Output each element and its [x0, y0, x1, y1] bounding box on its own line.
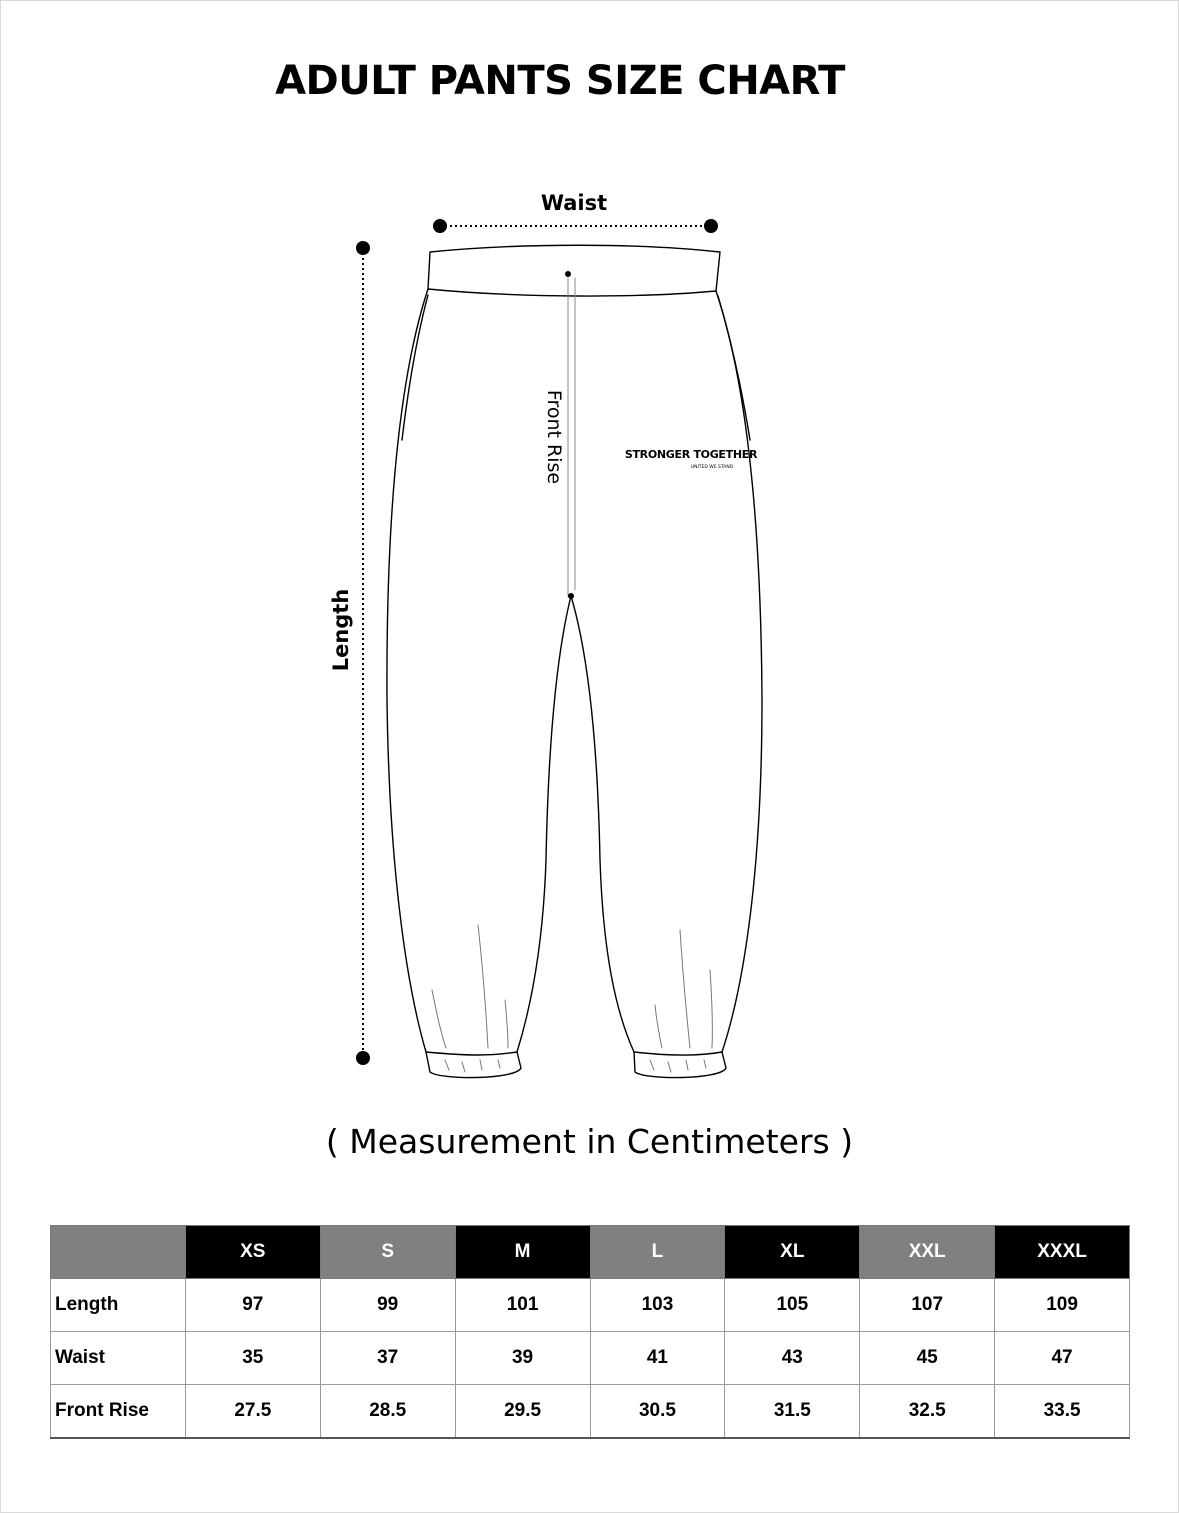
pants-outline: [387, 245, 762, 1077]
row-label-waist: Waist: [51, 1332, 186, 1385]
table-cell: 27.5: [185, 1385, 320, 1439]
table-cell: 37: [320, 1332, 455, 1385]
table-cell: 105: [725, 1279, 860, 1332]
table-corner-cell: [51, 1226, 186, 1279]
size-header-xxxl: XXXL: [995, 1226, 1130, 1279]
size-header-xxl: XXL: [860, 1226, 995, 1279]
table-cell: 35: [185, 1332, 320, 1385]
table-cell: 107: [860, 1279, 995, 1332]
table-cell: 99: [320, 1279, 455, 1332]
table-cell: 101: [455, 1279, 590, 1332]
row-label-front-rise: Front Rise: [51, 1385, 186, 1439]
table-cell: 97: [185, 1279, 320, 1332]
size-table: [50, 1225, 1130, 1439]
table-cell: 47: [995, 1332, 1130, 1385]
measurement-unit-note: ( Measurement in Centimeters ): [325, 1122, 854, 1161]
table-cell: 28.5: [320, 1385, 455, 1439]
table-row-front-rise: [51, 1385, 1130, 1439]
size-header-xl: XL: [725, 1226, 860, 1279]
table-cell: 39: [455, 1332, 590, 1385]
length-label: Length: [329, 588, 353, 672]
table-cell: 31.5: [725, 1385, 860, 1439]
waist-measure-line: [433, 219, 718, 233]
table-cell: 30.5: [590, 1385, 725, 1439]
print-sub-text: UNITED WE STAND: [690, 465, 734, 470]
size-header-row: [51, 1226, 1130, 1279]
front-rise-top-dot: [565, 271, 571, 277]
table-cell: 41: [590, 1332, 725, 1385]
waist-label: Waist: [540, 191, 608, 215]
table-cell: 103: [590, 1279, 725, 1332]
table-cell: 43: [725, 1332, 860, 1385]
table-cell: 33.5: [995, 1385, 1130, 1439]
front-rise-label: Front Rise: [543, 389, 565, 485]
table-row-length: [51, 1279, 1130, 1332]
size-header-s: S: [320, 1226, 455, 1279]
size-header-m: M: [455, 1226, 590, 1279]
page-title: ADULT PANTS SIZE CHART: [275, 58, 845, 104]
front-rise-bottom-dot: [568, 593, 574, 599]
table-cell: 29.5: [455, 1385, 590, 1439]
length-measure-line: [356, 241, 370, 1065]
print-main-text: STRONGER TOGETHER: [624, 448, 758, 461]
row-label-length: Length: [51, 1279, 186, 1332]
size-header-l: L: [590, 1226, 725, 1279]
table-cell: 45: [860, 1332, 995, 1385]
table-cell: 32.5: [860, 1385, 995, 1439]
size-header-xs: XS: [185, 1226, 320, 1279]
table-cell: 109: [995, 1279, 1130, 1332]
table-row-waist: [51, 1332, 1130, 1385]
